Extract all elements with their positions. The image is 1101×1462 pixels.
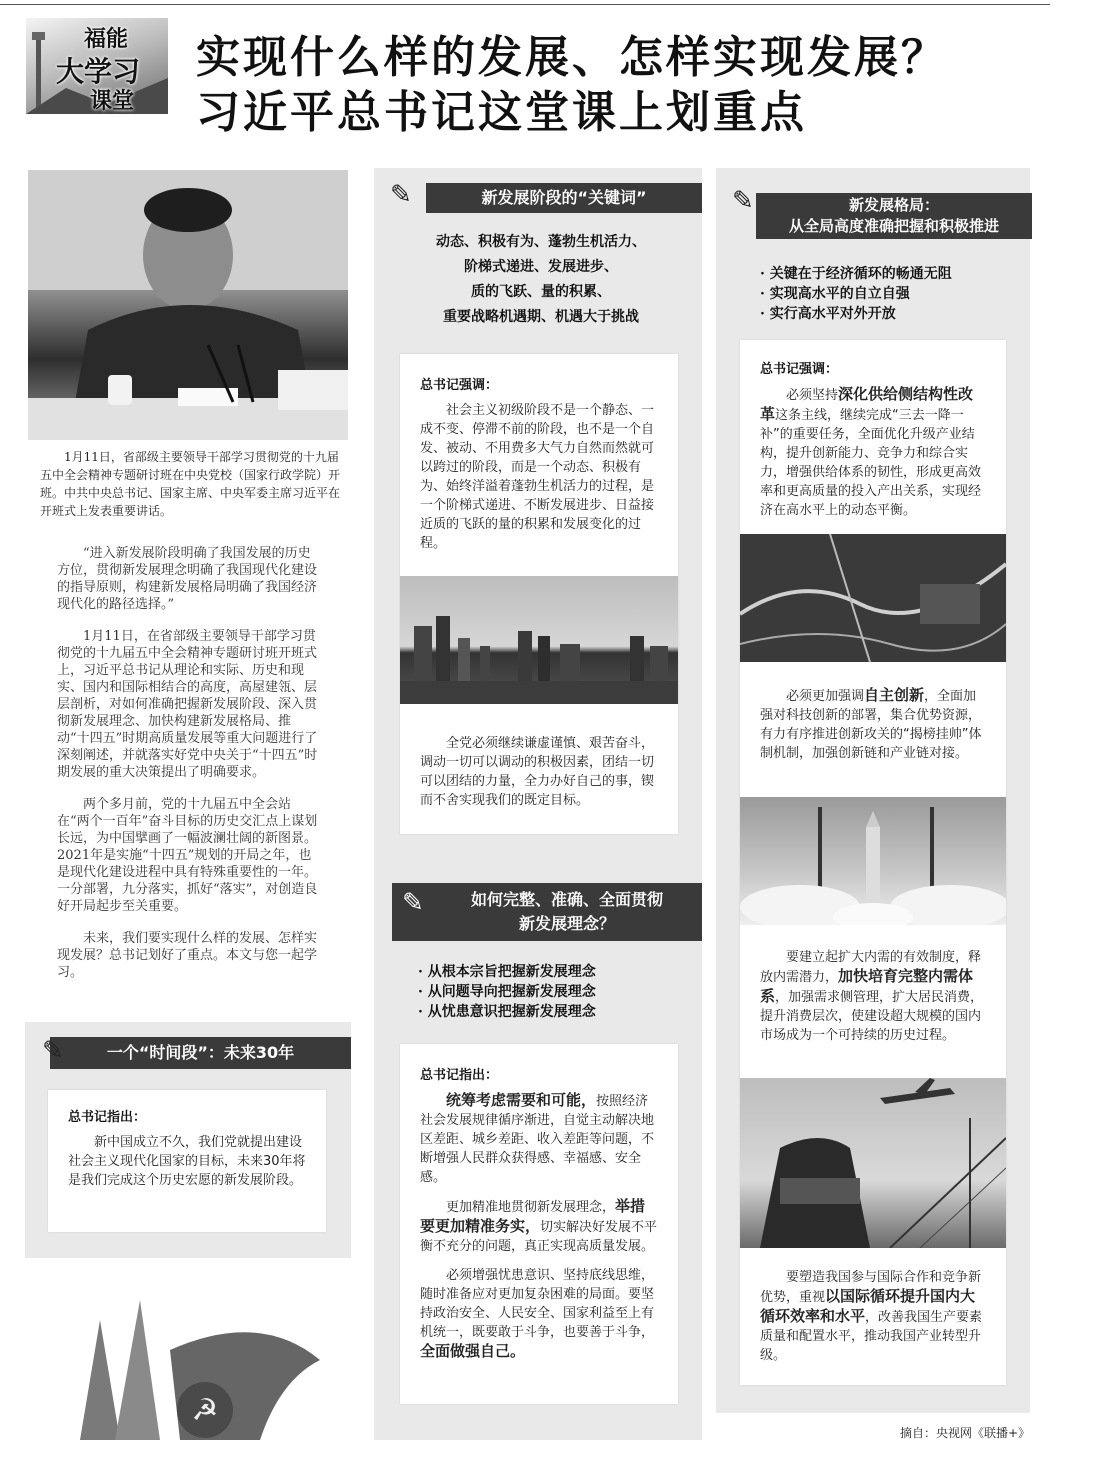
photo-caption: 1月11日，省部级主要领导干部学习贯彻党的十九届五中全会精神专题研讨班在中央党校（国家行政学院）开班。中共中央总书记、国家主席、中央军委主席习近平在开班式上发表重要讲话。	[40, 450, 341, 518]
text-span: ，全面加强对科技创新的部署，集合优势资源，有力有序推进创新攻关的“揭榜挂帅”体制机制，加强创新链和产业链对接。	[760, 689, 982, 761]
train-and-plane-shapes	[740, 1078, 1006, 1248]
intro-paragraph: “进入新发展阶段明确了我国发展的历史方位，贯彻新发展理念明确了我国现代化建设的指导原则，构建新发展格局明确了我国经济现代化的路径选择。”	[57, 546, 318, 612]
pen-icon: ✎	[402, 888, 424, 918]
text-span: 这条主线，继续完成“三去一降一补”的重要任务，全面优化升级产业结构，提升创新能力、竞争力和综合实力，增强供给体系的韧性，形成更高效率和更高质量的投入产出关系，实现经济在高水平上的动态平衡。	[760, 408, 982, 518]
card-text	[760, 385, 986, 520]
pen-icon: ✎	[732, 186, 754, 216]
time-period-header	[50, 1037, 351, 1069]
concept-bullets	[418, 962, 688, 1022]
pattern-bullet: · 关键在于经济循环的畅通无阻	[760, 266, 952, 282]
concept-title-2: 新发展理念？	[518, 914, 615, 933]
card-label: 总书记强调：	[420, 378, 499, 393]
card-text	[760, 686, 988, 763]
card-label: 总书记指出：	[420, 1068, 499, 1083]
text-span: 必须更加强调	[786, 689, 865, 704]
card-label: 总书记指出：	[68, 1110, 147, 1125]
aerial-shapes	[740, 534, 1006, 662]
intro-paragraph: 1月11日，在省部级主要领导干部学习贯彻党的十九届五中全会精神专题研讨班开班式上，习近平总书记从理论和实际、历史和现实、国内和国际相结合的高度，高屋建瓴、层层剖析，对如何准确把握新发展阶段、深入贯彻新发展理念、加快构建新发展格局、推动“十四五”时期高质量发展等重大问题进行了深刻阐述，并就落实好党中央关于“十四五”时期发展的重大决策提出了明确要求。	[57, 629, 318, 780]
keyword-line: 动态、积极有为、蓬勃生机活力、	[436, 234, 646, 250]
concept-card	[400, 1044, 678, 1404]
text-span: ，加强需求侧管理，扩大居民消费，提升消费层次，使建设超大规模的国内市场成为一个可持续的历史过程。	[760, 990, 984, 1043]
card-text: 社会主义初级阶段不是一个静态、一成不变、停滞不前的阶段，也不是一个自发、被动、不用费多大气力自然而然就可以跨过的阶段，而是一个动态、积极有为、始终洋溢着蓬勃生机活力的过程，是一个阶梯式递进、不断发展进步、日益接近质的飞跃的量的积累和发展变化的过程。	[420, 403, 655, 551]
emphasis: 举措要更加精准务实，	[420, 1197, 646, 1235]
text-span: 按照经济社会发展规律循序渐进，自觉主动解决地区差距、城乡差距、收入差距等问题，不断增强人民群众获得感、幸福感、安全感。	[420, 1094, 655, 1185]
keywords-list	[396, 230, 686, 330]
text-span: 要塑造我国参与国际合作和竞争新优势，重视	[760, 1270, 982, 1305]
pattern-p2	[760, 686, 988, 763]
rocket-shapes	[740, 797, 1006, 925]
aerial-photo	[740, 534, 1006, 662]
text-span: 要建立起扩大内需的有效制度，释放内需潜力，	[760, 950, 982, 985]
time-period-card	[48, 1090, 326, 1232]
keywords-text-2	[420, 734, 660, 810]
logo-line-1: 福能	[84, 26, 129, 52]
text-span: 必须增强忧患意识、坚持底线思维，随时准备应对更加复杂困难的局面。要坚持政治安全、人民安全、国家利益至上有机统一，既要敢于斗争，也要善于斗争，	[420, 1268, 655, 1340]
pen-icon: ✎	[390, 180, 412, 210]
card-text	[420, 1266, 658, 1362]
emphasis: 统筹考虑需要和可能，	[446, 1091, 597, 1109]
text-span: ，改善我国生产要素质量和配置水平，推动我国产业转型升级。	[760, 1310, 983, 1363]
pattern-p4	[760, 1268, 988, 1365]
emphasis: 全面做强自己。	[420, 1342, 526, 1360]
party-emblem-illustration	[60, 1290, 350, 1450]
logo-line-2: 大学习	[56, 55, 141, 88]
time-period-title: 一个“时间段”：未来30年	[106, 1043, 295, 1062]
concept-title-1: 如何完整、准确、全面贯彻	[470, 890, 663, 909]
concept-bullet: · 从根本宗旨把握新发展理念	[418, 964, 596, 980]
card-text: 新中国成立不久，我们党就提出建设社会主义现代化国家的目标，未来30年将是我们完成这个历史宏愿的新发展阶段。	[68, 1135, 306, 1188]
pattern-title-2: 从全局高度准确把握和积极推进	[788, 217, 999, 235]
concept-bullet: · 从忧患意识把握新发展理念	[418, 1004, 596, 1020]
pattern-title-1: 新发展格局：	[848, 196, 939, 214]
keyword-line: 阶梯式递进、发展进步、	[464, 259, 618, 275]
freight-train-photo	[740, 1078, 1006, 1248]
card-text	[760, 948, 988, 1045]
pattern-header	[756, 193, 1032, 239]
concept-header	[392, 883, 702, 941]
text-span: 更加精准地贯彻新发展理念，	[446, 1200, 616, 1215]
card-label: 总书记强调：	[760, 362, 839, 377]
logo-line-3: 课堂	[90, 88, 135, 114]
svg-text:☭: ☭	[191, 1393, 219, 1428]
card-text: 全党必须继续谦虚谨慎、艰苦奋斗，调动一切可以调动的积极因素，团结一切可以团结的力量，全力办好自己的事，锲而不舍实现我们的既定目标。	[420, 736, 655, 808]
rocket-launch-photo	[740, 797, 1006, 925]
column-logo	[26, 18, 168, 114]
keyword-line: 质的飞跃、量的积累、	[471, 284, 611, 300]
pattern-bullet: · 实现高水平的自立自强	[760, 286, 910, 302]
intro-paragraph: 两个多月前，党的十九届五中全会站在“两个一百年”奋斗目标的历史交汇点上谋划长远，为中国擘画了一幅波澜壮阔的新图景。2021年是实施“十四五”规划的开局之年，也是现代化建设进程中具有特殊重要性的一年。一分部署，九分落实，抓好“落实”，对创造良好开局起步至关重要。	[57, 797, 318, 914]
pattern-bullets	[760, 264, 1020, 324]
card-text	[760, 1268, 988, 1365]
keyword-line: 重要战略机遇期、机遇大于挑战	[443, 309, 639, 325]
pen-icon: ✎	[42, 1036, 64, 1066]
concept-bullet: · 从问题导向把握新发展理念	[418, 984, 596, 1000]
card-text	[420, 1091, 658, 1187]
text-span: 必须坚持	[786, 388, 839, 403]
headline-line-1: 实现什么样的发展、怎样实现发展？	[196, 32, 948, 83]
pattern-bullet: · 实行高水平对外开放	[760, 306, 896, 322]
speaker-figure	[28, 170, 348, 440]
meeting-photo	[28, 170, 348, 440]
intro-text	[57, 545, 323, 981]
emphasis: 深化供给侧结构性改革	[760, 385, 974, 423]
city-skyline-photo	[400, 576, 678, 704]
pattern-p3	[760, 948, 988, 1045]
emphasis: 自主创新	[864, 686, 925, 704]
intro-paragraph: 未来，我们要实现什么样的发展、怎样实现发展？总书记划好了重点。本文与您一起学习。	[57, 931, 318, 980]
text-span: 切实解决好发展不平衡不充分的问题，真正实现高质量发展。	[420, 1220, 658, 1254]
top-rule	[0, 4, 1050, 5]
source-credit: 摘自：央视网《联播+》	[900, 1426, 1031, 1440]
skyline-shapes	[400, 576, 678, 704]
keywords-title: 新发展阶段的“关键词”	[481, 188, 647, 207]
headline-line-2: 习近平总书记这堂课上划重点	[196, 87, 807, 138]
emphasis: 加快培育完整内需体系	[760, 967, 974, 1005]
emphasis: 以国际循环提升国内大循环效率和水平	[760, 1287, 976, 1325]
keywords-header	[426, 183, 702, 213]
card-text	[420, 1197, 658, 1256]
